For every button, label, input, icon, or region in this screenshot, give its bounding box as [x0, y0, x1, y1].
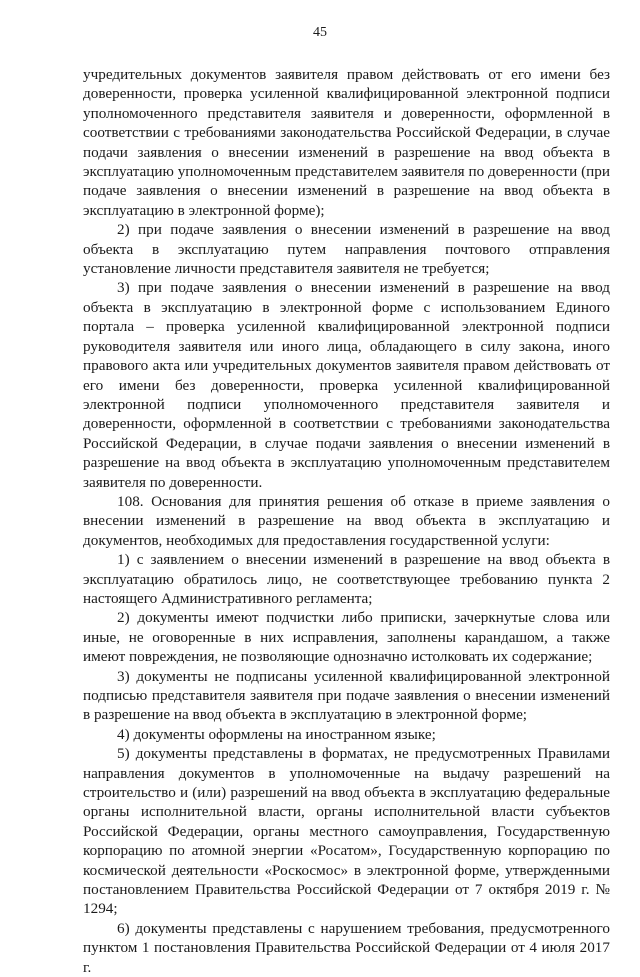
paragraph-108-item-3: 3) документы не подписаны усиленной квалифицированной электронной подписью представителя заявителя при подаче заявления о внесении изменений в разрешение на ввод объекта в эксплуатацию в электронной форме; [83, 667, 610, 724]
page-number: 45 [313, 25, 327, 40]
document-body [83, 65, 610, 977]
paragraph-108-item-4: 4) документы оформлены на иностранном языке; [117, 725, 436, 743]
paragraph-item-2: 2) при подаче заявления о внесении изменений в разрешение на ввод объекта в эксплуатацию путем направления почтового отправления установление личности представителя заявителя не требуется; [83, 221, 610, 278]
paragraph-108-item-5: 5) документы представлены в форматах, не предусмотренных Правилами направления документов в уполномоченные на выдачу разрешений на строительство и (или) разрешений на ввод объекта в эксплуатацию федеральные органы исполнительной власти, органы исполнительной власти субъектов Российской Федерации, органы местного самоуправления, Государственную корпорацию по атомной энергии «Росатом», Государственную корпорацию по космической деятельности «Роскосмос» в электронной форме, утвержденными постановлением Правительства Российской Федерации от 7 октября 2019 г. № 1294; [83, 745, 610, 918]
paragraph-continuation: учредительных документов заявителя правом действовать от его имени без доверенности, проверка усиленной квалифицированной электронной подписи уполномоченного представителя заявителя и доверенности, оформленной в соответствии с требованиями законодательства Российской Федерации, в случае подачи заявления о внесении изменений в разрешение на ввод объекта в эксплуатацию уполномоченным представителем заявителя по доверенности (при подаче заявления о внесении изменений в разрешение на ввод объекта в эксплуатацию в электронной форме); [83, 66, 610, 219]
paragraph-108: 108. Основания для принятия решения об отказе в приеме заявления о внесении изменений в разрешение на ввод объекта в эксплуатацию и документов, необходимых для предоставления государственной услуги: [83, 492, 610, 549]
paragraph-108-item-2: 2) документы имеют подчистки либо приписки, зачеркнутые слова или иные, не оговоренные в них исправления, заполнены карандашом, а также имеют повреждения, не позволяющие однозначно истолковать их содержание; [83, 609, 610, 666]
paragraph-108-item-1: 1) с заявлением о внесении изменений в разрешение на ввод объекта в эксплуатацию обратилось лицо, не соответствующее требованию пункта 2 настоящего Административного регламента; [83, 551, 610, 607]
paragraph-item-3: 3) при подаче заявления о внесении изменений в разрешение на ввод объекта в эксплуатацию в электронной форме с использованием Единого портала – проверка усиленной квалифицированной электронной подписи руководителя заявителя или иного лица, обладающего в силу закона, иного правового акта или учредительных документов заявителя правом действовать от его имени без доверенности, проверка усиленной квалифицированной электронной подписи уполномоченного представителя заявителя и доверенности, оформленной в соответствии с требованиями законодательства Российской Федерации, в случае подачи заявления о внесении изменений в разрешение на ввод объекта в эксплуатацию уполномоченным представителем заявителя по доверенности. [83, 279, 610, 491]
paragraph-108-item-6: 6) документы представлены с нарушением требования, предусмотренного пунктом 1 постановления Правительства Российской Федерации от 4 июля 2017 г. [83, 919, 610, 976]
